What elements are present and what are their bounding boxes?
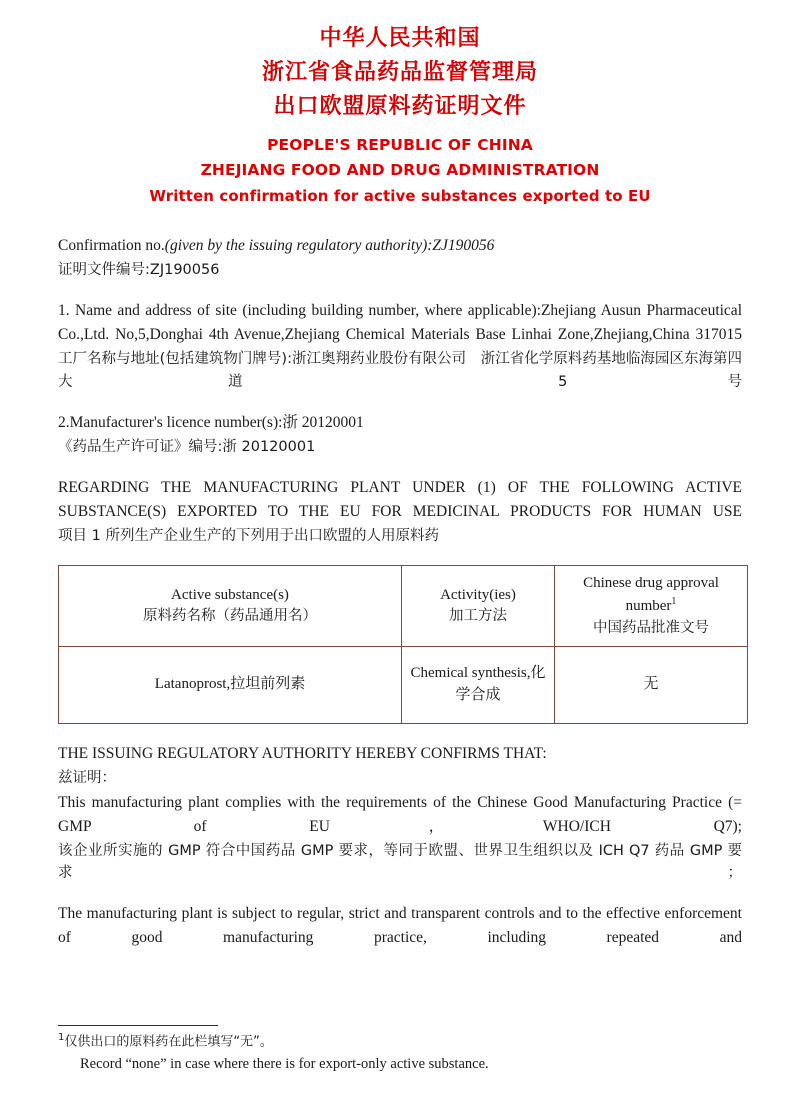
footnote-cn: [58, 1030, 742, 1052]
confirms-heading-cn: 兹证明：: [58, 770, 116, 787]
confirmation-separator: :: [427, 236, 433, 254]
header-en-line-2: ZHEJIANG FOOD AND DRUG ADMINISTRATION: [200, 161, 600, 180]
footnote-cn-text: 仅供出口的原料药在此栏填写“无”。: [64, 1034, 273, 1050]
header-approval-en: [561, 573, 741, 618]
table-header-row: [59, 566, 748, 647]
header-activity-en: Activity(ies): [440, 586, 516, 603]
confirms-heading-en: THE ISSUING REGULATORY AUTHORITY HEREBY CONFIRMS THAT:: [58, 744, 547, 762]
header-substance-cn: 原料药名称（药品通用名）: [143, 608, 317, 625]
header-cn-line-3: 出口欧盟原料药证明文件: [273, 94, 527, 120]
footnote-mark: 1: [58, 1032, 65, 1044]
section1-cn: 工厂名称与地址(包括建筑物门牌号):浙江奥翔药业股份有限公司 浙江省化学原料药基地临海园区东海第四大道 5 号: [58, 351, 742, 390]
header-cell-approval: [555, 566, 748, 647]
regarding-en: REGARDING THE MANUFACTURING PLANT UNDER (1) OF THE FOLLOWING ACTIVE SUBSTANCE(S) EXPORTED TO THE EU FOR MEDICINAL PRODUCTS FOR HUMAN USE: [58, 479, 742, 520]
header-approval-cn: 中国药品批准文号: [593, 619, 709, 636]
section2-en: 2.Manufacturer's licence number(s):浙 20120001: [58, 413, 364, 431]
cell-substance-name: Latanoprost,拉坦前列素: [59, 646, 402, 723]
footnote-block: [58, 1025, 742, 1076]
confirms-para1-cn: 该企业所实施的 GMP 符合中国药品 GMP 要求，等同于欧盟、世界卫生组织以及 ICH Q7 药品 GMP 要求；: [58, 843, 742, 882]
document-body: [58, 234, 742, 950]
confirmation-label: Confirmation no.: [58, 236, 165, 254]
header-spacer: [58, 124, 742, 133]
confirmation-number: ZJ190056: [432, 236, 495, 254]
header-substance-en: Active substance(s): [171, 586, 289, 603]
header-approval-en-text: Chinese drug approval number: [583, 575, 719, 614]
confirms-para1-en: This manufacturing plant complies with the requirements of the Chinese Good Manufacturing Practice (= GMP of EU，WHO/ICH Q7);: [58, 794, 742, 835]
header-approval-footnote-mark: 1: [671, 595, 677, 607]
header-activity-cn: 加工方法: [449, 608, 507, 625]
table-row: [59, 646, 748, 723]
footnote-divider: [58, 1025, 218, 1026]
confirmation-number-cn: 证明文件编号:ZJ190056: [58, 262, 220, 279]
header-cell-activity: [402, 566, 555, 647]
regarding-cn: 项目 1 所列生产企业生产的下列用于出口欧盟的人用原料药: [58, 528, 439, 545]
document-header: [58, 22, 742, 208]
header-cn-line-2: 浙江省食品药品监督管理局: [261, 60, 538, 86]
header-en-line-3: Written confirmation for active substances exported to EU: [149, 186, 651, 205]
cell-approval-number: 无: [555, 646, 748, 723]
section2-cn: 《药品生产许可证》编号:浙 20120001: [58, 439, 316, 456]
active-substances-table: [58, 565, 748, 724]
section1-en: 1. Name and address of site (including building number, where applicable):Zhejiang Ausun Pharmaceutical Co.,Ltd. No,5,Donghai 4th Avenue,Zhejiang Chemical Materials Base Linhai Zone,Zhejiang,China 317015: [58, 302, 742, 343]
footnote-en: Record “none” in case where there is for export-only active substance.: [80, 1056, 489, 1073]
header-en-line-1: PEOPLE'S REPUBLIC OF CHINA: [267, 136, 533, 155]
header-cell-substance: [59, 566, 402, 647]
confirms-para2-en: The manufacturing plant is subject to regular, strict and transparent controls and to the effective enforcement of good manufacturing practice, including repeated and: [58, 905, 742, 947]
confirmation-note: (given by the issuing regulatory authority): [164, 236, 428, 254]
cell-activity: Chemical synthesis,化学合成: [402, 646, 555, 723]
header-cn-line-1: 中华人民共和国: [319, 26, 481, 51]
confirmation-number-line: [58, 234, 742, 258]
